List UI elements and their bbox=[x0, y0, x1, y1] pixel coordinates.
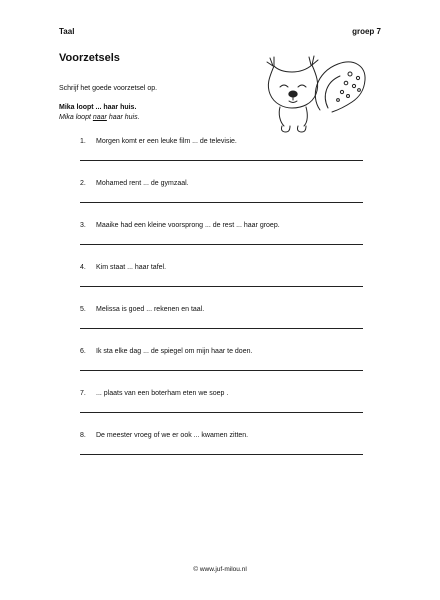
answer-line[interactable] bbox=[80, 244, 363, 245]
question-4 bbox=[80, 264, 370, 271]
page-title: Voorzetsels bbox=[59, 52, 120, 64]
question-number: 7. bbox=[80, 390, 86, 397]
question-number: 2. bbox=[80, 180, 86, 187]
example-answer-word: naar bbox=[92, 114, 107, 121]
question-text: Morgen komt er een leuke film ... de televisie. bbox=[96, 138, 237, 145]
instruction-text: Schrijf het goede voorzetsel op. bbox=[59, 85, 158, 92]
squirrel-illustration bbox=[262, 52, 372, 138]
question-text: Maaike had een kleine voorsprong ... de rest ... haar groep. bbox=[96, 222, 280, 229]
question-8 bbox=[80, 432, 370, 439]
question-number: 6. bbox=[80, 348, 86, 355]
question-5 bbox=[80, 306, 370, 313]
subject-label: Taal bbox=[59, 27, 75, 36]
footer-copyright: © www.juf-milou.nl bbox=[193, 566, 247, 573]
answer-line[interactable] bbox=[80, 454, 363, 455]
question-text: Mohamed rent ... de gymzaal. bbox=[96, 180, 189, 187]
example-sentence: Mika loopt ... haar huis. bbox=[59, 104, 137, 111]
question-1 bbox=[80, 138, 370, 145]
question-number: 8. bbox=[80, 432, 86, 439]
question-6 bbox=[80, 348, 370, 355]
question-2 bbox=[80, 180, 370, 187]
answer-line[interactable] bbox=[80, 202, 363, 203]
question-text: De meester vroeg of we er ook ... kwamen zitten. bbox=[96, 432, 249, 439]
group-label: groep 7 bbox=[352, 27, 381, 36]
question-3 bbox=[80, 222, 370, 229]
question-number: 5. bbox=[80, 306, 86, 313]
question-number: 1. bbox=[80, 138, 86, 145]
example-answer bbox=[59, 114, 140, 121]
question-text: Ik sta elke dag ... de spiegel om mijn haar te doen. bbox=[96, 348, 253, 355]
example-answer-before: Mika loopt bbox=[59, 114, 93, 121]
example-answer-after: haar huis. bbox=[106, 114, 140, 121]
answer-line[interactable] bbox=[80, 286, 363, 287]
question-text: Kim staat ... haar tafel. bbox=[96, 264, 167, 271]
question-7 bbox=[80, 390, 370, 397]
question-number: 4. bbox=[80, 264, 86, 271]
question-text: Melissa is goed ... rekenen en taal. bbox=[96, 306, 205, 313]
answer-line[interactable] bbox=[80, 370, 363, 371]
question-text: ... plaats van een boterham eten we soep . bbox=[96, 390, 229, 397]
answer-line[interactable] bbox=[80, 412, 363, 413]
answer-line[interactable] bbox=[80, 328, 363, 329]
answer-line[interactable] bbox=[80, 160, 363, 161]
question-number: 3. bbox=[80, 222, 86, 229]
